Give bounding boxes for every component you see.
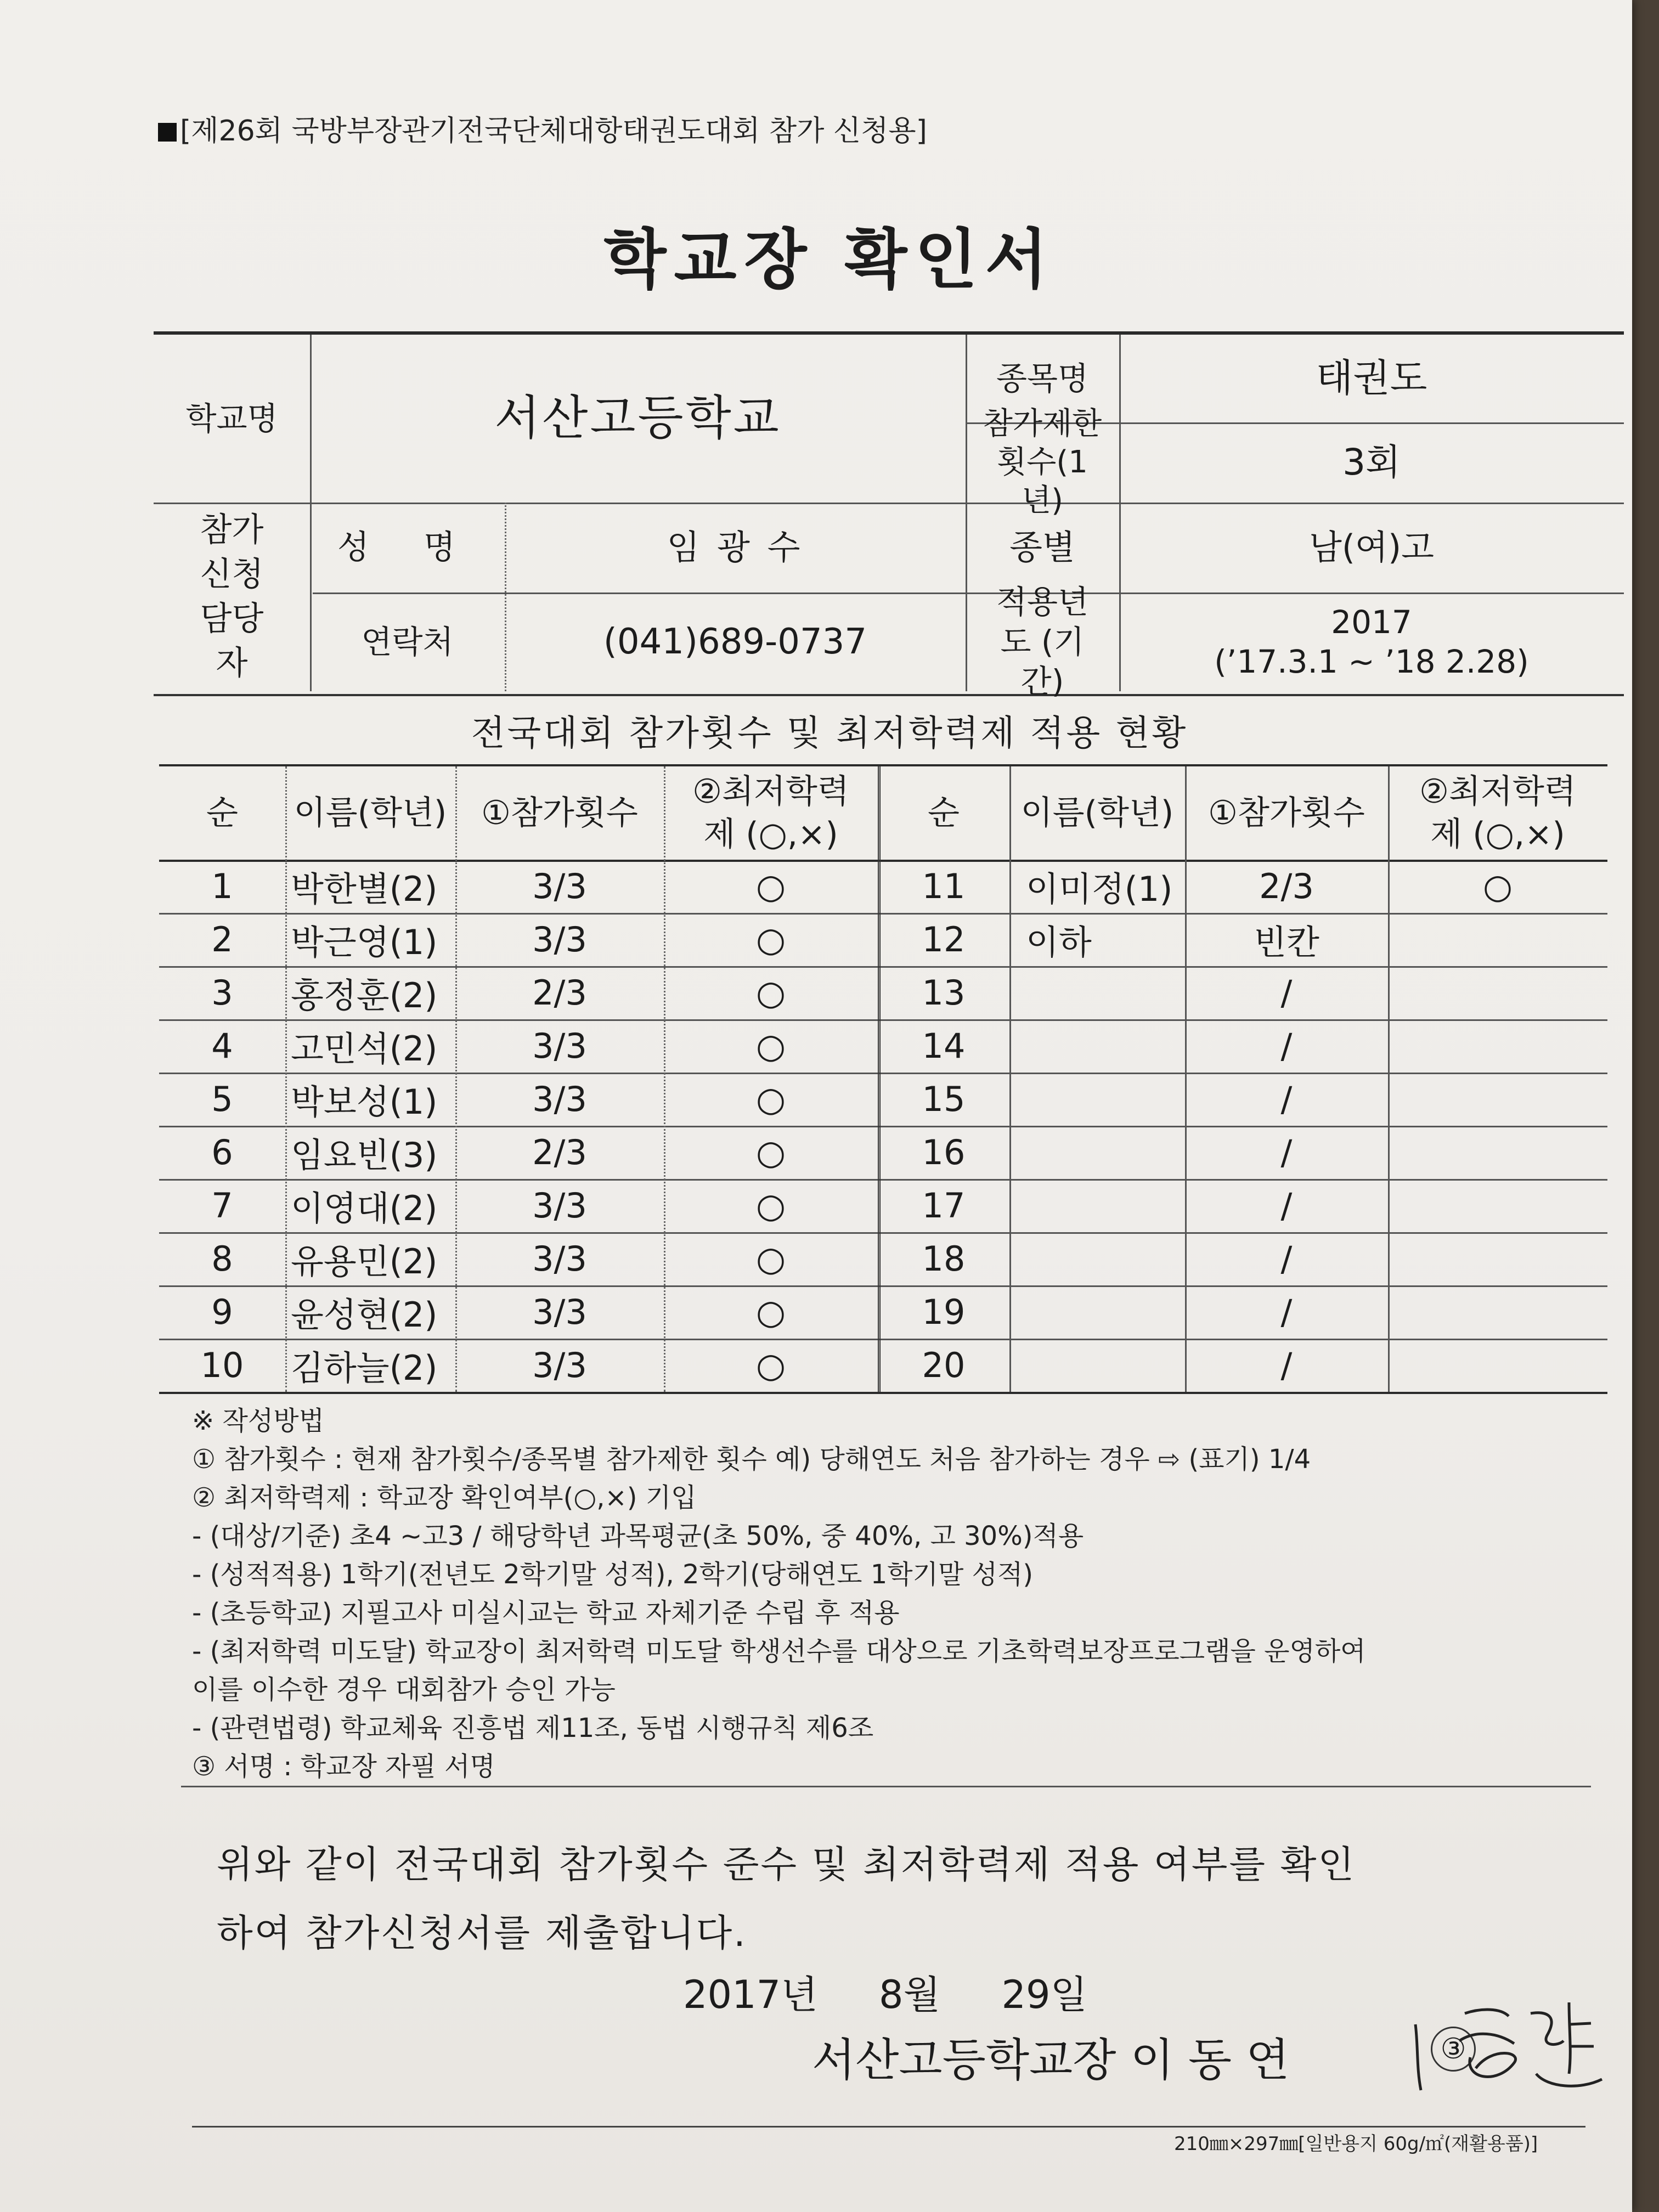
row-name	[1009, 1232, 1185, 1285]
row-number: 18	[922, 1239, 966, 1279]
note-line: 이를 이수한 경우 대회참가 승인 가능	[192, 1674, 616, 1705]
row-count: /	[1280, 1079, 1293, 1119]
row-count: 3/3	[532, 1026, 587, 1066]
header-no: 순	[206, 794, 238, 832]
page-title: 학교장 확인서	[603, 222, 1056, 297]
row-minimum: ○	[755, 1132, 786, 1172]
header-count: ①참가횟수	[481, 794, 638, 832]
note-line: ② 최저학력제 : 학교장 확인여부(○,×) 기입	[192, 1482, 697, 1513]
row-name: 박보성(1)	[291, 1082, 438, 1122]
writing-notes	[192, 1402, 1366, 1786]
row-minimum	[1388, 966, 1607, 1019]
row-minimum	[1388, 1073, 1607, 1126]
note-line: - (관련법령) 학교체육 진흥법 제11조, 동법 시행규칙 제6조	[192, 1713, 874, 1743]
row-count: 3/3	[532, 1345, 587, 1385]
year-cell	[1119, 592, 1624, 691]
row-count: /	[1280, 1026, 1293, 1066]
row-name	[1009, 1019, 1185, 1073]
header-note-text: [제26회 국방부장관기전국단체대항태권도대회 참가 신청용]	[180, 115, 927, 148]
row-name	[1009, 1126, 1185, 1179]
row-count: /	[1280, 1239, 1293, 1279]
row-count: /	[1280, 1292, 1293, 1332]
row-number: 17	[922, 1186, 966, 1226]
contact-value: (041)689-0737	[603, 622, 867, 662]
row-name: 윤성현(2)	[291, 1295, 438, 1335]
row-name: 박한별(2)	[291, 869, 438, 909]
row-minimum: ○	[755, 919, 786, 960]
row-minimum: ○	[755, 973, 786, 1013]
row-number: 9	[211, 1292, 233, 1332]
note-line: ※ 작성방법	[192, 1406, 324, 1436]
paper-spec-footer: 210㎜×297㎜[일반용지 60g/㎡(재활용품)]	[1174, 2133, 1538, 2155]
row-number: 5	[211, 1079, 233, 1119]
row-minimum: ○	[755, 1292, 786, 1332]
row-number: 1	[211, 866, 233, 906]
limit-value: 3회	[1342, 441, 1401, 483]
row-number: 14	[922, 1026, 966, 1066]
name-value: 임 광 수	[667, 527, 804, 568]
footer-divider	[192, 2126, 1585, 2128]
confirm-line: 하여 참가신청서를 제출합니다.	[217, 1912, 747, 1955]
row-number: 16	[922, 1132, 966, 1172]
row-count: 3/3	[532, 1239, 587, 1279]
row-count: 2/3	[532, 973, 587, 1013]
square-bullet-icon	[158, 123, 177, 142]
note-line: - (초등학교) 지필고사 미실시교는 학교 자체기준 수립 후 적용	[192, 1598, 900, 1628]
note-line: ③ 서명 : 학교장 자필 서명	[192, 1751, 495, 1782]
header-minimum: ②최저학력제 (○,×)	[1419, 772, 1576, 854]
row-count: 3/3	[532, 919, 587, 960]
confirm-line: 위와 같이 전국대회 참가횟수 준수 및 최저학력제 적용 여부를 확인	[217, 1843, 1356, 1887]
row-count: 3/3	[532, 1079, 587, 1119]
row-minimum	[1388, 1126, 1607, 1179]
row-minimum: ○	[755, 866, 786, 906]
year-label: 적용년도 (기간)	[996, 583, 1089, 701]
row-count: 2/3	[1259, 866, 1314, 906]
date-day: 29일	[1001, 1972, 1088, 2017]
row-minimum	[1388, 1179, 1607, 1232]
name-label: 성 명	[337, 528, 477, 567]
header-minimum: ②최저학력제 (○,×)	[692, 772, 849, 854]
header-name: 이름(학년)	[294, 794, 447, 832]
row-name: 유용민(2)	[291, 1242, 438, 1282]
status-table	[159, 764, 1607, 1394]
year-value: 2017	[1331, 603, 1412, 641]
row-minimum: ○	[755, 1345, 786, 1385]
period-value: (’17.3.1 ~ ’18 2.28)	[1214, 643, 1529, 680]
status-title: 전국대회 참가횟수 및 최저학력제 적용 현황	[471, 713, 1188, 754]
row-name	[1009, 1285, 1185, 1339]
row-number: 4	[211, 1026, 233, 1066]
row-minimum	[1388, 1232, 1607, 1285]
row-minimum: ○	[755, 1026, 786, 1066]
row-minimum	[1388, 1285, 1607, 1339]
row-name	[1009, 1339, 1185, 1392]
row-number: 13	[922, 973, 966, 1013]
row-count: /	[1280, 973, 1293, 1013]
header-no: 순	[928, 794, 960, 832]
row-name: 김하늘(2)	[291, 1348, 438, 1388]
row-name: 고민석(2)	[291, 1029, 438, 1069]
row-number: 15	[922, 1079, 966, 1119]
row-count: /	[1280, 1186, 1293, 1226]
row-name: 이영대(2)	[291, 1188, 438, 1228]
row-number: 19	[922, 1292, 966, 1332]
row-minimum	[1388, 1019, 1607, 1073]
row-minimum: ○	[755, 1079, 786, 1119]
row-number: 8	[211, 1239, 233, 1279]
header-name: 이름(학년)	[1020, 794, 1174, 832]
row-minimum	[1388, 1339, 1607, 1392]
note-line: ① 참가횟수 : 현재 참가횟수/종목별 참가제한 횟수 예) 당해연도 처음 참가하는 경우 ⇨ (표기) 1/4	[192, 1444, 1311, 1475]
row-count: 3/3	[532, 866, 587, 906]
row-name	[1009, 966, 1185, 1019]
notes-divider	[181, 1786, 1591, 1787]
header-count: ①참가횟수	[1208, 794, 1365, 832]
limit-label: 참가제한 횟수(1년)	[983, 406, 1102, 518]
row-minimum	[1388, 913, 1607, 966]
submission-date	[683, 1964, 1087, 2019]
row-count: 3/3	[532, 1292, 587, 1332]
row-name: 이하	[1026, 922, 1092, 962]
row-name: 임요빈(3)	[291, 1135, 438, 1175]
row-number: 7	[211, 1186, 233, 1226]
contact-label: 연락처	[361, 623, 454, 661]
row-count: 2/3	[532, 1132, 587, 1172]
row-number: 6	[211, 1132, 233, 1172]
category-label: 종별	[1009, 527, 1075, 568]
school-value: 서산고등학교	[494, 391, 781, 446]
row-number: 2	[211, 919, 233, 960]
row-name	[1009, 1179, 1185, 1232]
row-count: 3/3	[532, 1186, 587, 1226]
row-number: 3	[211, 973, 233, 1013]
row-name	[1009, 1073, 1185, 1126]
row-number: 10	[200, 1345, 244, 1385]
note-line: - (최저학력 미도달) 학교장이 최저학력 미도달 학생선수를 대상으로 기초학력보장프로그램을 운영하여	[192, 1636, 1366, 1667]
row-minimum: ○	[755, 1239, 786, 1279]
row-count: 빈칸	[1254, 922, 1319, 962]
school-label: 학교명	[185, 399, 278, 437]
sport-label: 종목명	[996, 359, 1089, 397]
sport-value: 태권도	[1316, 356, 1427, 401]
note-line: - (대상/기준) 초4 ~고3 / 해당학년 과목평균(초 50%, 중 40%, 고 30%)적용	[192, 1521, 1084, 1551]
principal-name: 서산고등학교장 이 동 연	[812, 2034, 1290, 2086]
row-name: 홍정훈(2)	[291, 975, 438, 1015]
note-line: - (성적적용) 1학기(전년도 2학기말 성적), 2학기(당해연도 1학기말 성적)	[192, 1559, 1034, 1590]
header-note	[158, 108, 927, 149]
applicant-label: 참가 신청 담당자	[200, 511, 264, 682]
info-table	[154, 331, 1624, 701]
row-name: 박근영(1)	[291, 922, 438, 962]
row-minimum: ○	[1482, 866, 1513, 906]
row-number: 12	[922, 919, 966, 960]
date-month: 8월	[879, 1972, 941, 2017]
category-value: 남(여)고	[1308, 527, 1435, 568]
row-number: 20	[922, 1345, 966, 1385]
date-year: 2017년	[683, 1972, 818, 2017]
row-minimum: ○	[755, 1186, 786, 1226]
row-count: /	[1280, 1345, 1293, 1385]
row-name: 이미정(1)	[1026, 869, 1173, 909]
row-number: 11	[922, 866, 966, 906]
row-count: /	[1280, 1132, 1293, 1172]
handwritten-signature	[1404, 1991, 1618, 2096]
sign-mark: ③	[1431, 2027, 1476, 2072]
